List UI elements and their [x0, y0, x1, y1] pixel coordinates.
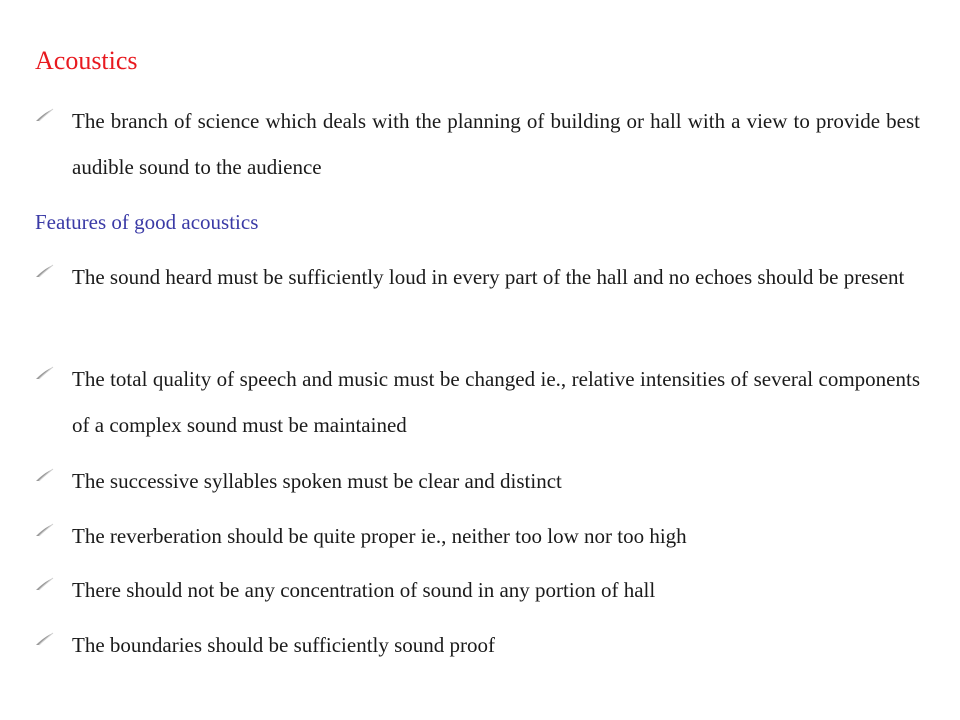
bullet-feature-5: [72, 567, 920, 613]
bullet-text: The boundaries should be sufficiently sound proof: [72, 633, 496, 657]
swoosh-bullet-icon: [34, 577, 54, 591]
bullet-feature-4: [72, 513, 920, 559]
swoosh-bullet-icon: [34, 366, 54, 380]
bullet-feature-6: [72, 622, 920, 668]
bullet-text: The branch of science which deals with the planning of building or hall with a view to provide best audible sound to the audience: [72, 109, 920, 179]
bullet-text: The reverberation should be quite proper ie., neither too low nor too high: [72, 524, 687, 548]
swoosh-bullet-icon: [34, 468, 54, 482]
section-subheading: Features of good acoustics: [35, 210, 259, 234]
swoosh-bullet-icon: [34, 108, 54, 122]
bullet-intro: [72, 98, 920, 190]
bullet-text: The sound heard must be sufficiently loud in every part of the hall and no echoes should be present: [72, 265, 905, 289]
bullet-feature-2: [72, 356, 920, 448]
swoosh-bullet-icon: [34, 632, 54, 646]
bullet-text: There should not be any concentration of sound in any portion of hall: [72, 578, 656, 602]
bullet-feature-3: [72, 458, 920, 504]
bullet-text: The successive syllables spoken must be clear and distinct: [72, 469, 562, 493]
bullet-text: The total quality of speech and music must be changed ie., relative intensities of several components of a complex sound must be maintained: [72, 367, 920, 437]
bullet-feature-1: [72, 254, 920, 300]
swoosh-bullet-icon: [34, 523, 54, 537]
swoosh-bullet-icon: [34, 264, 54, 278]
slide-title: Acoustics: [35, 46, 138, 75]
